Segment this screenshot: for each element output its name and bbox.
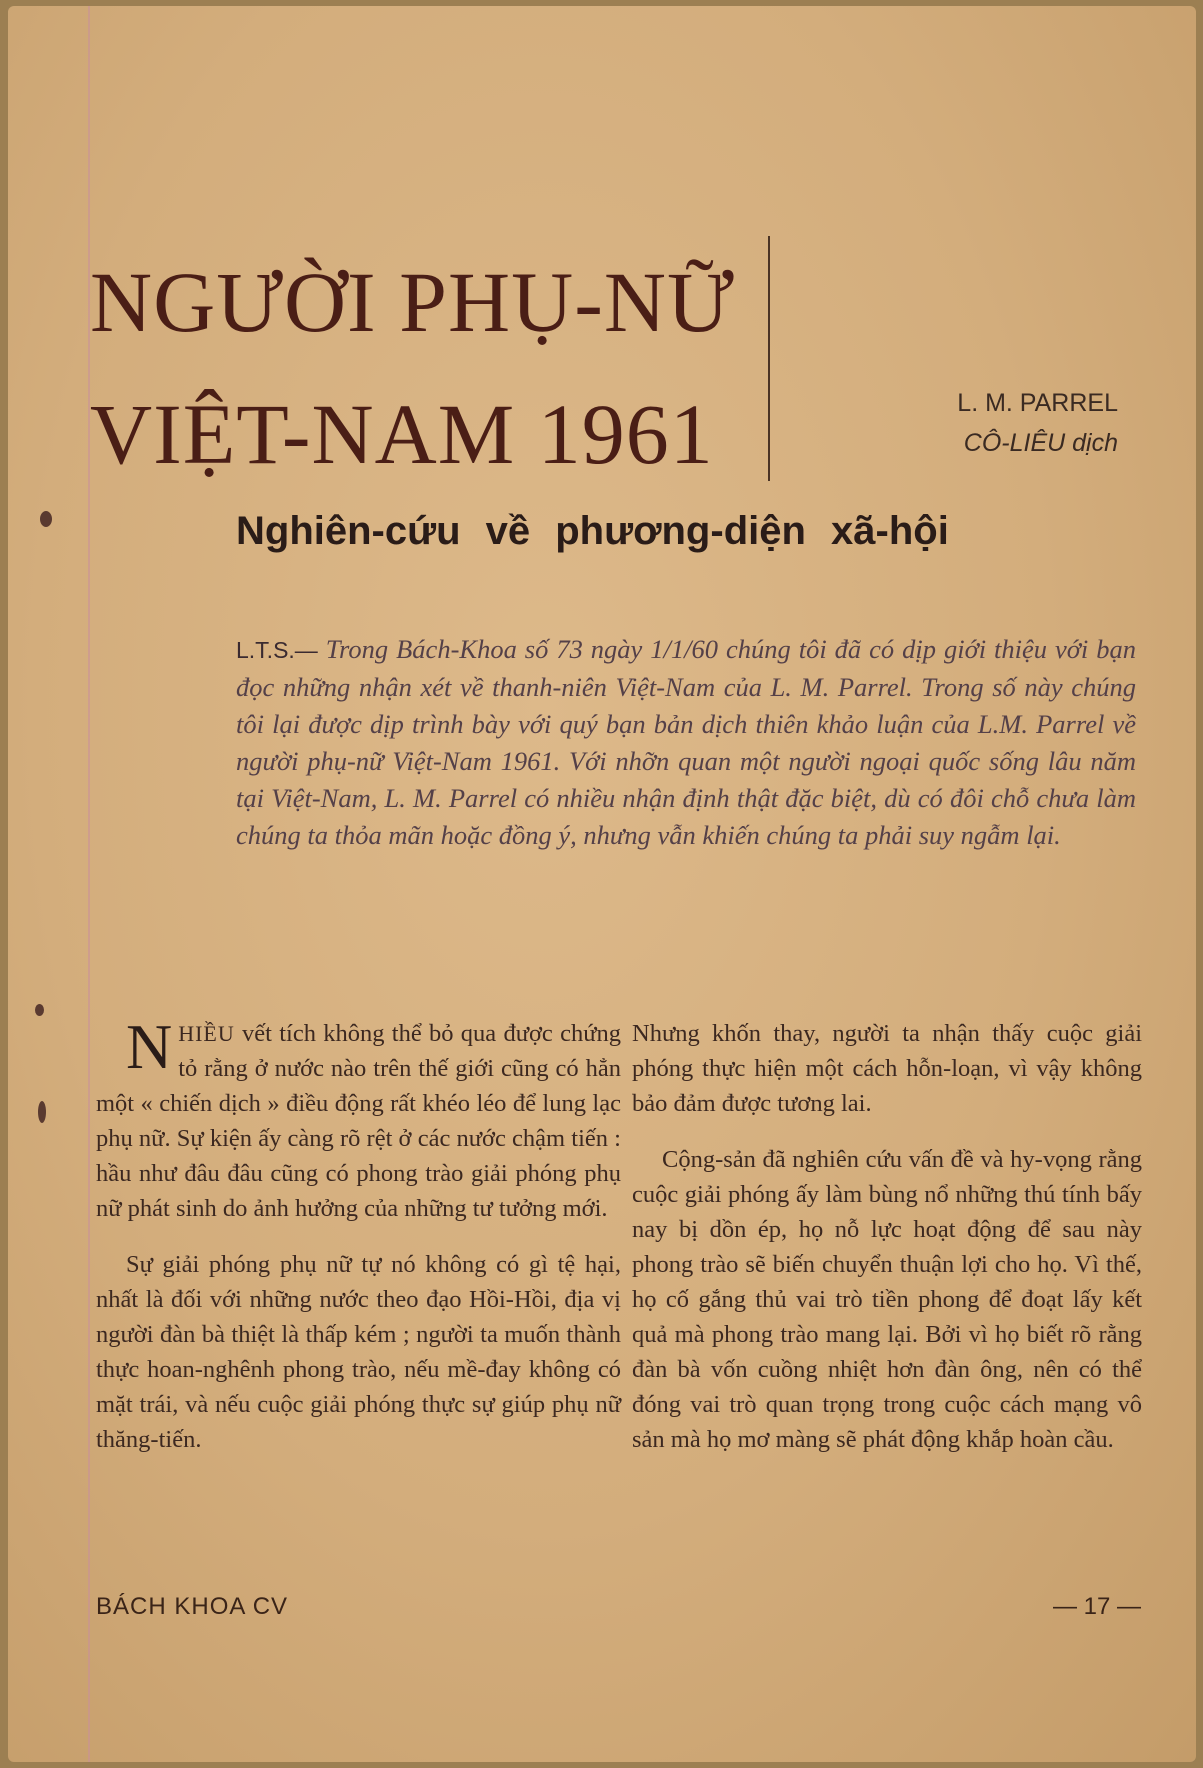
paper-spot (35, 1004, 44, 1016)
article-title-line1: NGƯỜI PHỤ-NỮ (90, 254, 735, 350)
footer-publication: BÁCH KHOA CV (96, 1593, 289, 1620)
paragraph-text: vết tích không thể bỏ qua được chứng tỏ rằng ở nước nào trên thế giới cũng có hẳn một « chiến dịch » điều động rất khéo léo để lung lạc phụ nữ. Sự kiện ấy càng rõ rệt ở các nước chậm tiến : hầu như đâu đâu cũng có phong trào giải phóng phụ nữ phát sinh do ảnh hưởng của những tư tưởng mới. (96, 1020, 621, 1222)
paragraph (96, 1011, 621, 1226)
paper-spot (40, 511, 52, 527)
article-subtitle: Nghiên-cứu về phương-diện xã-hội (236, 509, 949, 553)
editor-note-label: L.T.S.— (236, 637, 318, 663)
title-divider (768, 236, 770, 481)
paper-spot (38, 1101, 46, 1123)
author-name: L. M. PARREL (957, 389, 1118, 417)
translator-credit: CÔ-LIÊU dịch (963, 429, 1118, 457)
article-title-line2: VIỆT-NAM 1961 (90, 386, 714, 482)
body-column-right (632, 1016, 1142, 1478)
magazine-page (8, 6, 1196, 1762)
paragraph: Sự giải phóng phụ nữ tự nó không có gì tệ hại, nhất là đối với những nước theo đạo Hồi-Hồi, địa vị người đàn bà thiệt là thấp kém ; người ta muốn thành thực hoan-nghênh phong trào, nếu mề-đay không có mặt trái, và nếu cuộc giải phóng thực sự giúp phụ nữ thăng-tiến. (96, 1251, 621, 1453)
paragraph: Nhưng khốn thay, người ta nhận thấy cuộc giải phóng thực hiện một cách hỗn-loạn, vì vậy không bảo đảm được tương lai. (632, 1020, 1142, 1117)
body-column-left (96, 1011, 621, 1478)
drop-cap: N (126, 1011, 173, 1082)
first-word: HIỀU (178, 1021, 235, 1046)
paragraph: Cộng-sản đã nghiên cứu vấn đề và hy-vọng rằng cuộc giải phóng ấy làm bùng nổ những thú tính bấy nay bị dồn ép, họ nỗ lực hoạt động để sau này phong trào sẽ biến chuyển thuận lợi cho họ. Vì thế, họ cố gắng thủ vai trò tiền phong để đoạt lấy kết quả mà phong trào mang lại. Bởi vì họ biết rõ rằng đàn bà vốn cuồng nhiệt hơn đàn ông, nên có thể đóng vai trò quan trọng trong cuộc cách mạng vô sản mà họ mơ màng sẽ phát động khắp hoàn cầu. (632, 1146, 1142, 1453)
editor-note-text: Trong Bách-Khoa số 73 ngày 1/1/60 chúng tôi đã có dịp giới thiệu với bạn đọc những nhận xét về thanh-niên Việt-Nam của L. M. Parrel. Trong số này chúng tôi lại được dịp trình bày với quý bạn bản dịch thiên khảo luận của L.M. Parrel về người phụ-nữ Việt-Nam 1961. Với nhỡn quan một người ngoại quốc sống lâu năm tại Việt-Nam, L. M. Parrel có nhiều nhận định thật đặc biệt, dù có đôi chỗ chưa làm chúng ta thỏa mãn hoặc đồng ý, nhưng vẫn khiến chúng ta phải suy ngẫm lại. (236, 634, 1136, 850)
footer-page-number: — 17 — (1052, 1593, 1141, 1620)
editor-note (236, 631, 1136, 854)
